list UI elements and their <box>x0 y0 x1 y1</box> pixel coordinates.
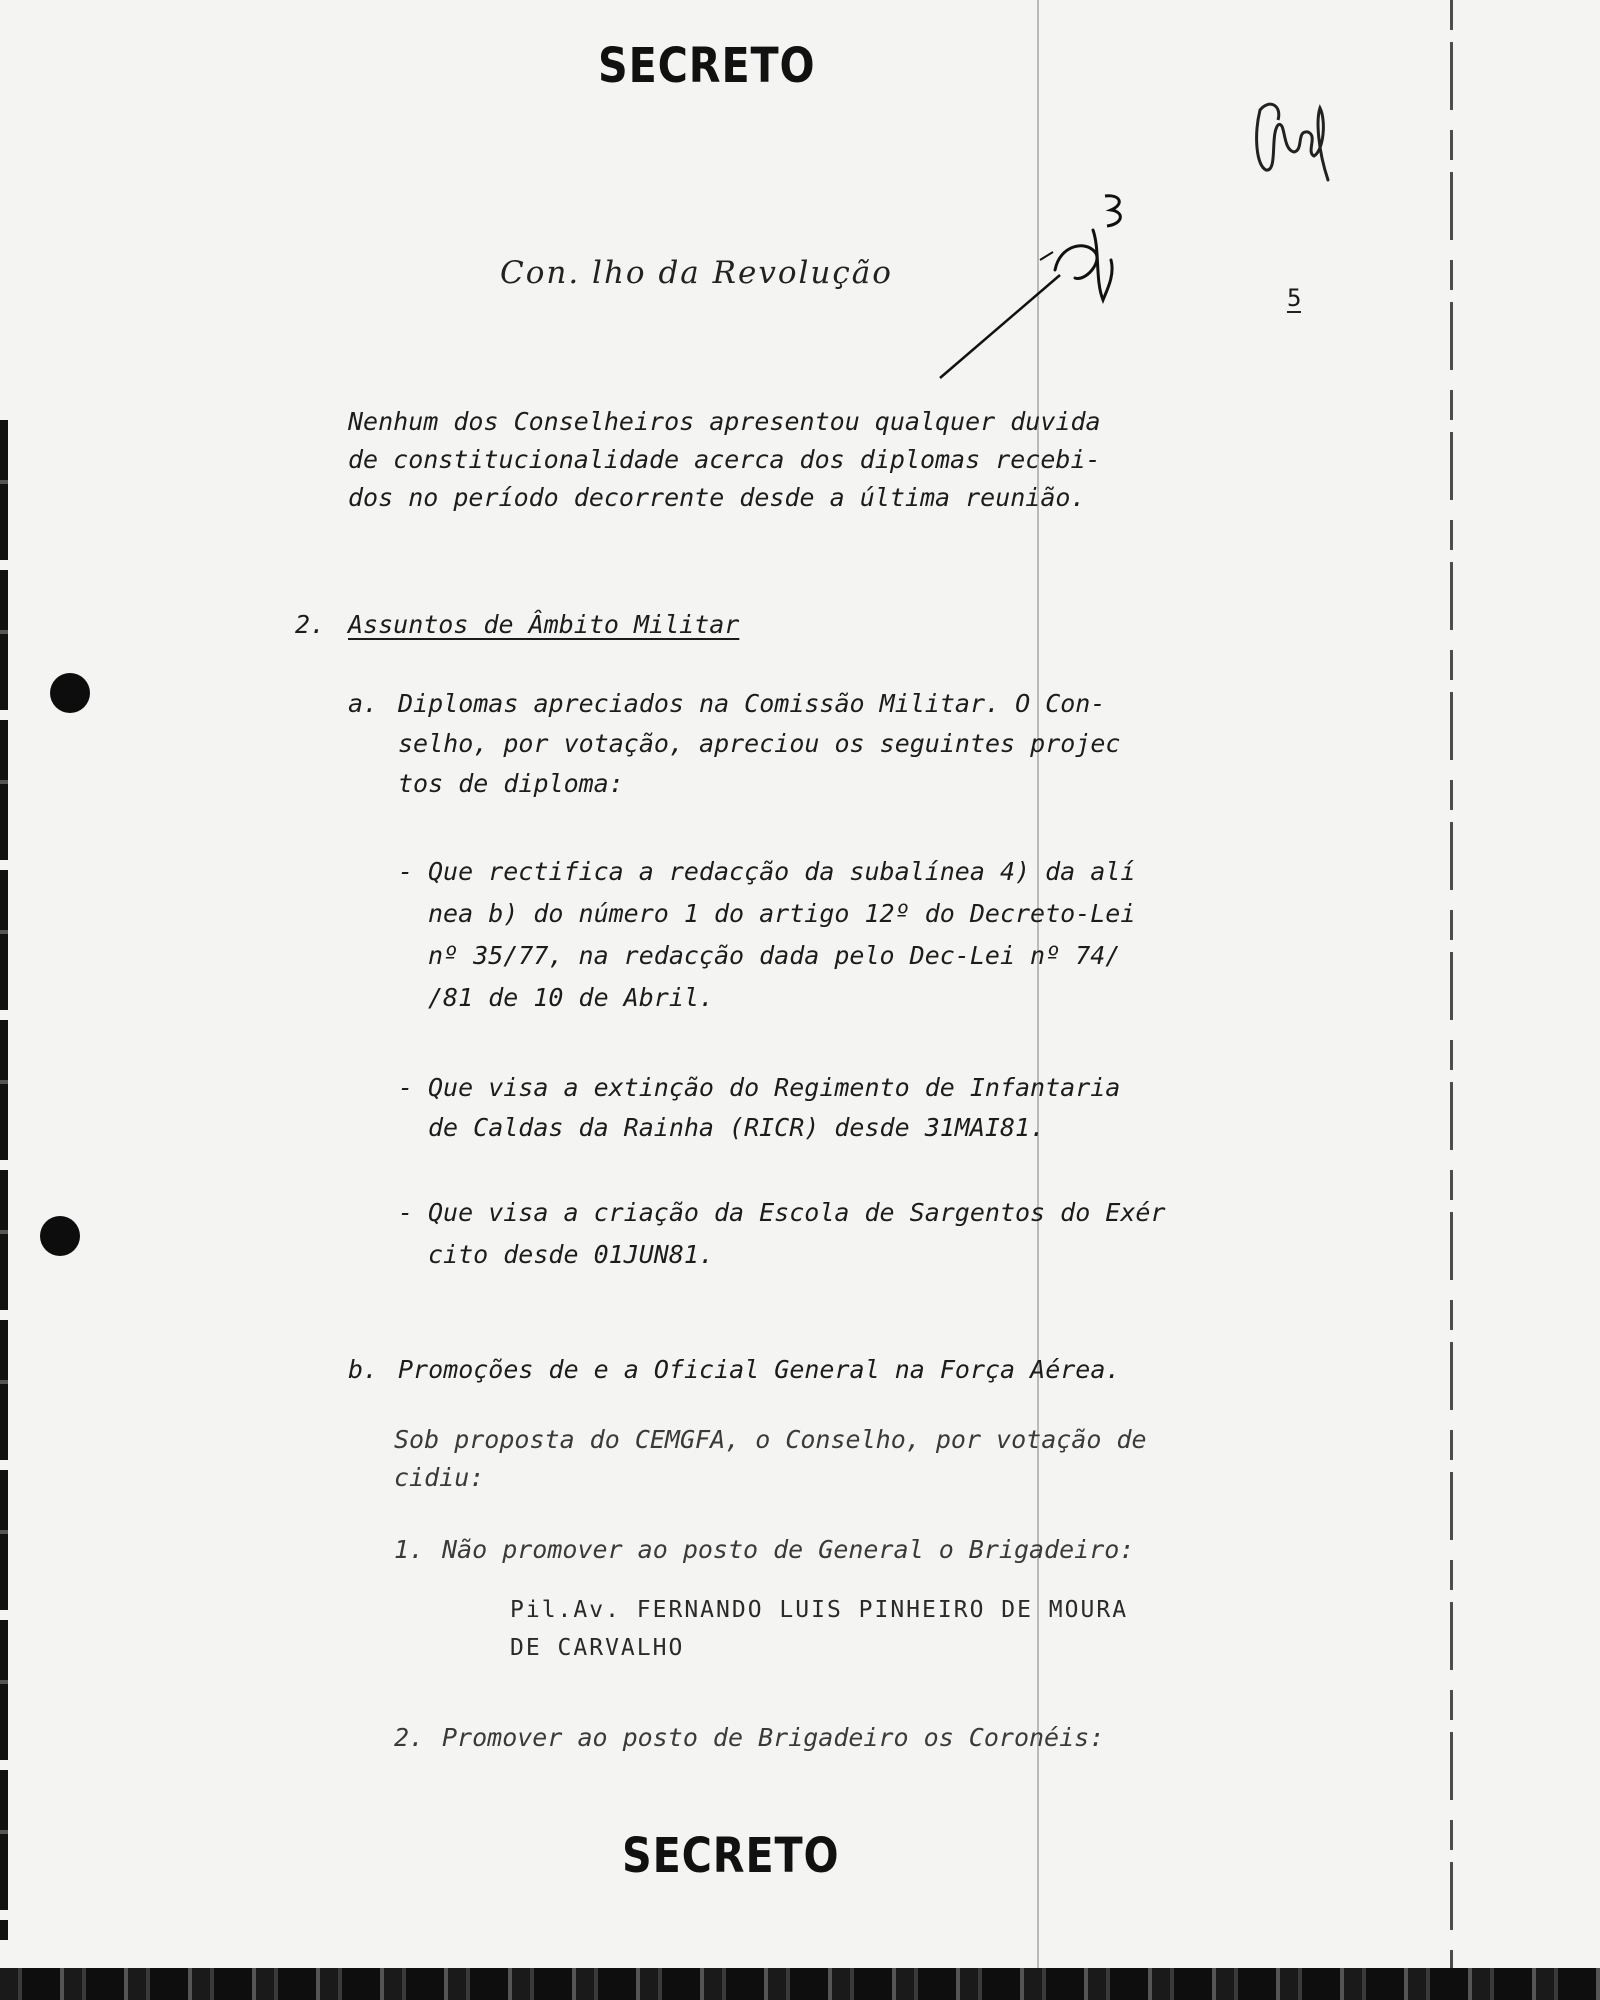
handwritten-signature <box>935 190 1165 390</box>
subsection-a-line-3: tos de diploma: <box>398 769 624 798</box>
list-item-1-line-4: /81 de 10 de Abril. <box>428 983 714 1012</box>
subsection-a-line-2: selho, por votação, apreciou os seguintes projec <box>398 729 1121 758</box>
subsection-b-heading: Promoções de e a Oficial General na Força Aérea. <box>398 1355 1121 1384</box>
section-heading: Assuntos de Âmbito Militar <box>348 610 740 639</box>
list-item-1-line-1: Que rectifica a redacção da subalínea 4) da alí <box>428 857 1136 886</box>
decision-2-text: Promover ao posto de Brigadeiro os Coronéis: <box>442 1723 1105 1752</box>
officer-name-line-1: Pil.Av. FERNANDO LUIS PINHEIRO DE MOURA <box>510 1597 1129 1623</box>
subsection-a-line-1: Diplomas apreciados na Comissão Militar. O Con- <box>398 689 1106 718</box>
intro-line-2: de constitucionalidade acerca dos diplomas recebi- <box>348 445 1101 474</box>
classification-stamp-bottom: SECRETO <box>622 1828 840 1884</box>
list-item-1-line-3: nº 35/77, na redacção dada pelo Dec-Lei nº 74/ <box>428 941 1121 970</box>
list-item-3-line-1: Que visa a criação da Escola de Sargentos do Exér <box>428 1198 1166 1227</box>
intro-line-3: dos no período decorrente desde a última reunião. <box>348 483 1086 512</box>
scan-right-edge <box>1450 0 1453 2000</box>
scan-bottom-edge <box>0 1968 1600 2000</box>
decision-1-number: 1. <box>394 1535 425 1564</box>
officer-name-line-2: DE CARVALHO <box>510 1635 685 1661</box>
scan-left-edge <box>0 420 8 1940</box>
subsection-a-label: a. <box>348 689 379 718</box>
decision-1-text: Não promover ao posto de General o Brigadeiro: <box>442 1535 1135 1564</box>
section-number: 2. <box>295 610 326 639</box>
page-number: 5 <box>1287 284 1302 312</box>
punch-hole-bottom <box>40 1216 80 1256</box>
list-item-3-line-2: cito desde 01JUN81. <box>428 1240 714 1269</box>
letterhead: Con. lho da Revolução <box>500 255 893 291</box>
subsection-b-label: b. <box>348 1355 379 1384</box>
list-item-dash: - <box>398 1073 414 1102</box>
list-item-dash: - <box>398 1198 414 1227</box>
list-item-2-line-2: de Caldas da Rainha (RICR) desde 31MAI81. <box>428 1113 1046 1142</box>
decision-2-number: 2. <box>394 1723 425 1752</box>
intro-line-1: Nenhum dos Conselheiros apresentou qualquer duvida <box>348 407 1101 436</box>
list-item-dash: - <box>398 857 414 886</box>
punch-hole-top <box>50 673 90 713</box>
subsection-b-line-1: Sob proposta do CEMGFA, o Conselho, por votação de <box>394 1425 1147 1454</box>
classification-stamp-top: SECRETO <box>598 38 816 94</box>
handwritten-initials <box>1248 80 1338 190</box>
subsection-b-line-2: cidiu: <box>394 1463 485 1492</box>
list-item-2-line-1: Que visa a extinção do Regimento de Infantaria <box>428 1073 1121 1102</box>
list-item-1-line-2: nea b) do número 1 do artigo 12º do Decreto-Lei <box>428 899 1136 928</box>
